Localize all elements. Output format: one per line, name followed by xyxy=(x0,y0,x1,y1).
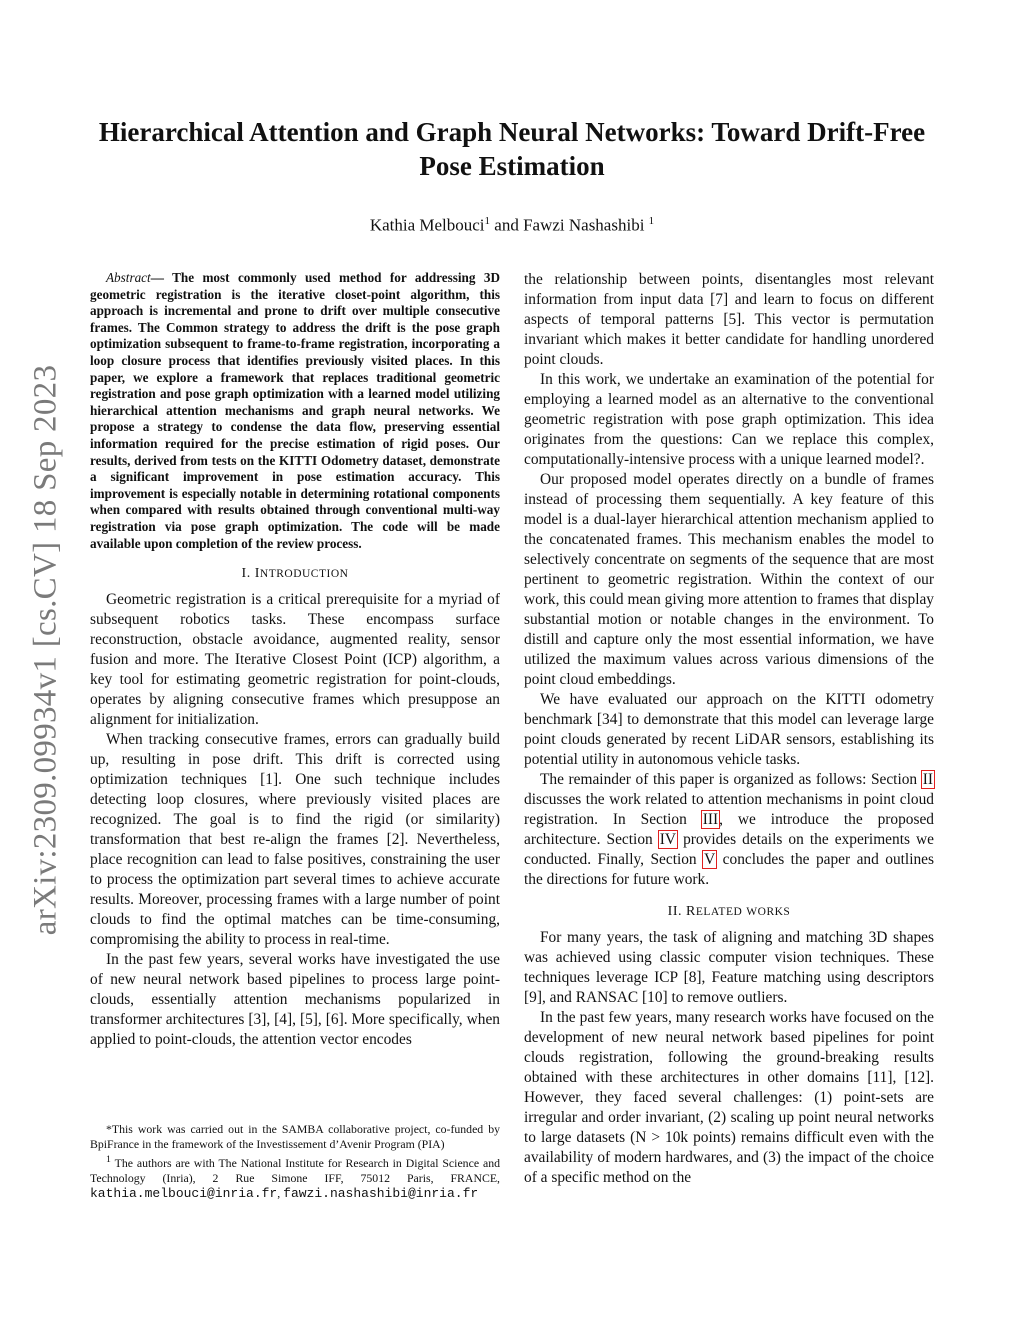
intro-paragraph-1: Geometric registration is a critical prerequisite for a myriad of subsequent robotics tasks. These encompass surface reconstruction, obstacle avoidance, augmented reality, sensor fusion and more. The Iterative Closest Point (ICP) algorithm, a key tool for estimating geometric registration for point-clouds, operates by aligning consecutive frames which presuppose an alignment for initialization. xyxy=(90,591,500,729)
intro-paragraph-3-continued: the relationship between points, disentangles most relevant information from input data [7] and learn to focus on different aspects of temporal patterns [5]. This vector is permutation invariant which makes it better candidate for handling unordered point clouds. xyxy=(524,271,934,368)
section-number: II. xyxy=(667,904,686,919)
section-ref-link-3[interactable]: III xyxy=(702,811,719,828)
section-initial: R xyxy=(686,904,696,919)
section-ref-link-5[interactable]: V xyxy=(704,851,716,868)
intro-paragraph-6: We have evaluated our approach on the KITTI odometry benchmark [34] to demonstrate that this model can leverage large point clouds generated by recent LiDAR sensors, establishing its potential utility in autonomous vehicle tasks. xyxy=(524,691,934,768)
abstract xyxy=(90,270,500,552)
email-link-1[interactable]: kathia.melbouci@inria.fr xyxy=(90,1185,278,1201)
author-conjunction: and xyxy=(490,215,524,235)
paper-title: Hierarchical Attention and Graph Neural Networks: Toward Drift-Free Pose Estimation xyxy=(98,117,926,181)
paragraph-text: concludes the paper and outlines the directions for future work. xyxy=(524,851,934,888)
section-heading-introduction xyxy=(90,564,500,584)
intro-paragraph-5: Our proposed model operates directly on a bundle of frames instead of processing them sequentially. A key feature of this model is a dual-layer hierarchical attention mechanism applied to the concatenated frames. This mechanism enables the model to selectively concentrate on segments of the sequence that are most pertinent to geometric registration. Within the context of our work, this could mean giving more attention to frames that display substantial motion or notable changes in the environment. To distill and capture only the most essential information, we have utilized the maximum values across various dimensions of the point cloud embeddings. xyxy=(524,471,934,688)
author-name-2: Fawzi Nashashibi xyxy=(523,215,645,235)
section-heading-related-works xyxy=(524,902,934,922)
arxiv-side-stamp: arXiv:2309.09934v1 [cs.CV] 18 Sep 2023 xyxy=(27,364,64,936)
author-line xyxy=(80,210,944,237)
footnote-affiliation xyxy=(90,1152,500,1201)
related-paragraph-1: For many years, the task of aligning and matching 3D shapes was achieved using classic computer vision techniques. These techniques leverage ICP [8], Feature matching using descriptors [9], and RANSAC [10] to remove outliers. xyxy=(524,929,934,1006)
section-title-rest: NTRODUCTION xyxy=(259,568,349,581)
related-paragraph-2: In the past few years, many research works have focused on the development of new neural network based pipelines for point clouds registration, following the ground-breaking results obtained with these architectures in other domains [11], [12]. However, they faced several challenges: (1) point-sets are irregular and order invariant, (2) scaling up point neural networks to large datasets (N > 10k points) remains difficult even with the availability of modern hardwares, and (3) the impact of the choice of a specific method on the xyxy=(524,1009,934,1186)
abstract-dash: — xyxy=(150,270,173,285)
section-number: I. xyxy=(241,566,255,582)
affiliation-mark-2: 1 xyxy=(648,215,655,227)
intro-paragraph-3: In the past few years, several works have investigated the use of new neural network based pipelines to process large point-clouds, essentially attention mechanisms popularized in transformer architectures [3], [4], [5], [6]. More specifically, when applied to point-clouds, the attention vector encodes xyxy=(90,951,500,1049)
paragraph-text: The remainder of this paper is organized as follows: Section xyxy=(540,771,922,788)
paragraph-text: discusses the work related to attention mechanisms in point cloud registration. In Section xyxy=(524,791,934,828)
left-column xyxy=(90,270,500,1050)
email-separator: , xyxy=(277,1185,281,1200)
footnote-funding: *This work was carried out in the SAMBA collaborative project, co-funded by BpiFrance in the framework of the Investissement d’Avenir Program (PIA) xyxy=(90,1122,500,1151)
footnote-mark: 1 xyxy=(106,1154,111,1165)
right-column xyxy=(524,270,934,1188)
abstract-label: Abstract xyxy=(106,270,151,285)
footnote-affiliation-text: The authors are with The National Institute for Research in Digital Science and Technology (Inria), 2 Rue Simone IFF, 75012 Paris, FRANCE, xyxy=(90,1155,500,1185)
email-link-2[interactable]: fawzi.nashashibi@inria.fr xyxy=(283,1185,479,1201)
footnotes xyxy=(90,1122,500,1201)
section-ref-link-2[interactable]: II xyxy=(922,771,933,788)
section-ref-link-4[interactable]: IV xyxy=(659,831,677,848)
intro-paragraph-2: When tracking consecutive frames, errors can gradually build up, resulting in pose drift. This drift is corrected using optimization techniques [1]. One such technique includes detecting loop closures, where previously visited places are recognized. The goal is to find the rigid (or similarity) transformation that best re-align the frames [2]. Nevertheless, place recognition can lead to false positives, constraining the user to process the optimization part several times to achieve accurate results. Moreover, processing frames with a large number of point clouds to find the optimal matches can be time-consuming, compromising the ability to process in real-time. xyxy=(90,731,500,949)
intro-paragraph-4: In this work, we undertake an examination of the potential for employing a learned model as an alternative to the conventional geometric registration with pose graph optimization. This idea originates from the questions: Can we replace this complex, computationally-intensive process with a unique learned model?. xyxy=(524,371,934,468)
section-initial: I xyxy=(254,566,260,582)
author-name-1: Kathia Melbouci xyxy=(369,215,485,235)
paragraph-text: provides details on the experiments we conducted. Finally, Section xyxy=(524,831,934,868)
affiliation-mark-1: 1 xyxy=(484,215,491,227)
abstract-text: The most commonly used method for addressing 3D geometric registration is the iterative closet-point algorithm, this approach is incremental and prone to drift over multiple consecutive frames. The Common strategy to address the drift is the pose graph optimization subsequent to frame-to-frame registration, incorporating a loop closure process that identifies previously visited places. In this paper, we explore a framework that replaces traditional geometric registration and pose graph optimization with a learned model utilizing hierarchical attention mechanisms and graph neural networks. We propose a strategy to condense the data flow, preserving essential information required for the precise estimation of rigid poses. Our results, derived from tests on the KITTI Odometry dataset, demonstrate a significant improvement in pose estimation accuracy. This improvement is especially notable in determining rotational components when compared with results obtained through conventional multi-way registration via pose graph optimization. The code will be made available upon completion of the review process. xyxy=(90,270,501,551)
section-title-rest: WORKS xyxy=(746,906,791,918)
intro-paragraph-7 xyxy=(524,770,934,890)
paragraph-text: , we introduce the proposed architecture. Section xyxy=(524,811,935,848)
section-title-rest: ELATED xyxy=(695,906,743,918)
